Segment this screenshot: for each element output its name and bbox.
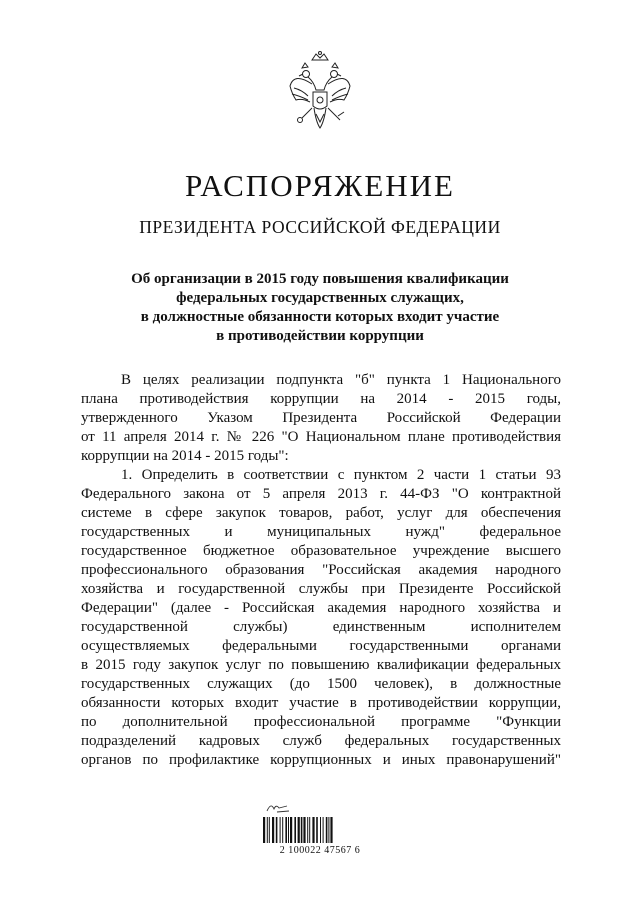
body-line: системе в сфере закупок товаров, работ, услуг для обеспечения (81, 505, 561, 521)
body-line: от 11 апреля 2014 г. № 226 "О Национальном плане противодействия (81, 429, 561, 445)
body-line: государственных служащих (до 1500 человек), в должностные (81, 676, 561, 692)
body-line: по дополнительной профессиональной программе "Функции (81, 714, 561, 730)
double-headed-eagle-emblem-icon (272, 50, 368, 146)
document-title: РАСПОРЯЖЕНИЕ (185, 168, 455, 203)
barcode-number: 2 100022 47567 6 (279, 845, 361, 856)
body-line: государственной службы) единственным исполнителем (81, 619, 561, 635)
barcode-icon (262, 817, 372, 843)
body-line: подразделений кадровых служб федеральных государственных (81, 733, 561, 749)
document-body (81, 371, 561, 770)
body-line: осуществляемых федеральными государственными органами (81, 638, 561, 654)
document-heading (80, 270, 560, 346)
heading-line: в должностные обязанности которых входит участие (140, 309, 500, 325)
body-line: хозяйства и государственной службы при Президенте Российской (81, 581, 561, 597)
body-line: профессионального образования "Российская академия народного (81, 562, 561, 578)
heading-line: федеральных государственных служащих, (176, 290, 464, 306)
body-line: Федерального закона от 5 апреля 2013 г. 44-ФЗ "О контрактной (81, 486, 561, 502)
document-subtitle: ПРЕЗИДЕНТА РОССИЙСКОЙ ФЕДЕРАЦИИ (139, 217, 501, 237)
body-line: коррупции на 2014 - 2015 годы": (81, 448, 289, 464)
heading-line: в противодействии коррупции (216, 328, 424, 344)
body-line: утвержденного Указом Президента Российской Федерации (81, 410, 561, 426)
body-line: государственное бюджетное образовательное учреждение высшего (81, 543, 561, 559)
body-line: государственных и муниципальных нужд" федеральное (81, 524, 561, 540)
body-line: обязанности которых входит участие в противодействии коррупции, (81, 695, 561, 711)
body-line: В целях реализации подпункта "б" пункта 1 Национального (121, 372, 561, 388)
body-line: Федерации" (далее - Российская академия народного хозяйства и (81, 600, 561, 616)
body-line: плана противодействия коррупции на 2014 - 2015 годы, (81, 391, 561, 407)
body-line: в 2015 году закупок услуг по повышению квалификации федеральных (81, 657, 561, 673)
body-line: 1. Определить в соответствии с пунктом 2 части 1 статьи 93 (121, 467, 561, 483)
handwritten-mark-icon (265, 800, 291, 814)
heading-line: Об организации в 2015 году повышения квалификации (131, 271, 509, 287)
body-line: органов по профилактике коррупционных и иных правонарушений" (81, 752, 561, 768)
